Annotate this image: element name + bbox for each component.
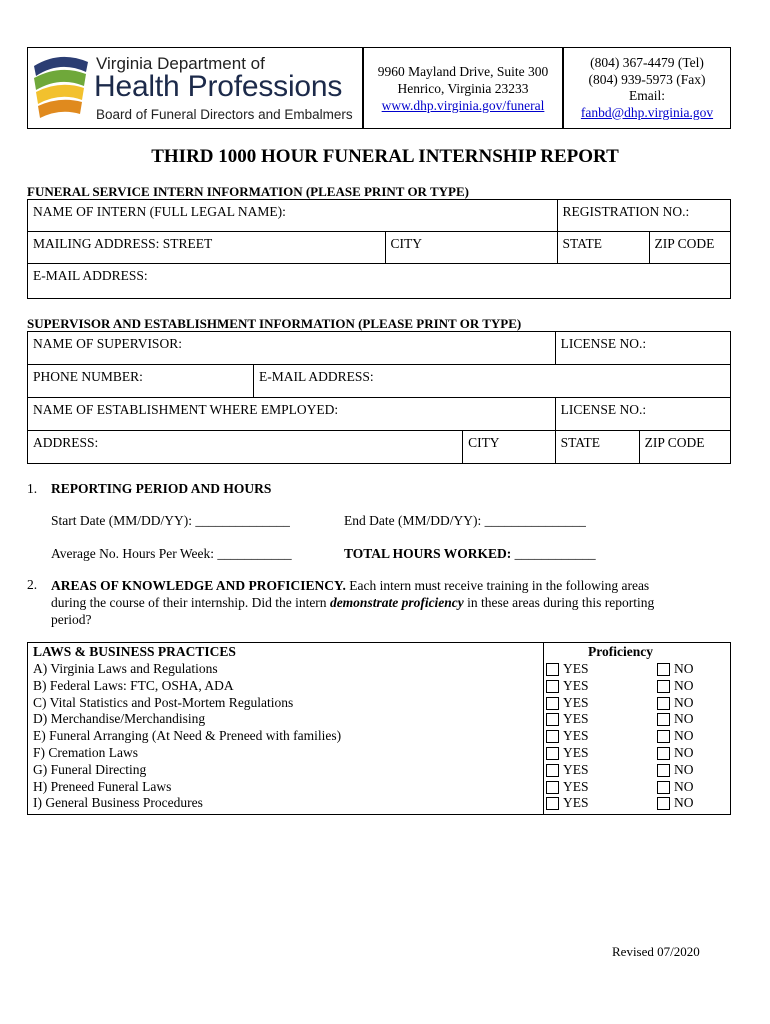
establishment-zip-label: ZIP CODE [644,435,705,450]
section2-paragraph [51,577,731,628]
proficiency-item-label: E) Funeral Arranging (At Need & Preneed with families) [33,728,342,744]
no-label: NO [674,661,694,676]
yes-label: YES [563,694,589,710]
section2-text-d: period? [51,612,92,627]
no-label: NO [674,778,694,794]
section2-text-b: during the course of their internship. Did the intern [51,595,327,610]
yes-checkbox[interactable] [546,797,559,810]
laws-practices-heading: LAWS & BUSINESS PRACTICES [33,644,236,659]
no-label: NO [674,728,694,744]
zip-label: ZIP CODE [654,236,715,251]
address-block [363,47,563,129]
registration-field[interactable] [557,200,730,232]
phone-number-field[interactable] [28,365,254,398]
supervisor-email-label: E-MAIL ADDRESS: [259,369,374,384]
no-label: NO [674,745,694,760]
supervisor-name-label: NAME OF SUPERVISOR: [33,336,182,351]
logo-text-agency: Health Professions [94,70,343,103]
proficiency-item-label: I) General Business Procedures [33,795,203,811]
establishment-license-label: LICENSE NO.: [560,402,647,417]
phone-number-label: PHONE NUMBER: [33,369,143,384]
no-checkbox[interactable] [657,747,670,760]
intern-email-field[interactable] [28,264,731,299]
proficiency-item-label: B) Federal Laws: FTC, OSHA, ADA [33,677,234,693]
no-checkbox[interactable] [657,663,670,676]
street-field[interactable] [28,232,386,264]
no-label: NO [674,711,694,727]
yes-label: YES [563,661,589,676]
section1-number: 1. [27,481,38,496]
page-title: THIRD 1000 HOUR FUNERAL INTERNSHIP REPORT [151,146,619,167]
start-date-field[interactable]: Start Date (MM/DD/YY): ______________ [51,513,290,528]
yes-label: YES [563,677,589,693]
establishment-name-field[interactable] [28,398,556,431]
end-date-field[interactable]: End Date (MM/DD/YY): _______________ [344,513,586,528]
yes-checkbox[interactable] [546,713,559,726]
no-label: NO [674,795,694,811]
email-link[interactable]: fanbd@dhp.virginia.gov [580,104,714,120]
no-checkbox[interactable] [657,697,670,710]
intern-section-heading: FUNERAL SERVICE INTERN INFORMATION (PLEASE PRINT OR TYPE) [27,184,469,199]
section2-text-c: in these areas during this reporting [467,595,655,610]
email-label: Email: [629,88,665,103]
no-label: NO [674,694,694,710]
section2-emphasis: demonstrate proficiency [329,595,464,610]
phone-fax: (804) 939-5973 (Fax) [588,71,706,87]
no-checkbox[interactable] [657,730,670,743]
intern-email-label: E-MAIL ADDRESS: [33,268,148,283]
section2-text-a: Each intern must receive training in the following areas [349,578,650,593]
state-field[interactable] [557,232,649,264]
logo-block [27,47,363,129]
no-checkbox[interactable] [657,764,670,777]
proficiency-item-label: G) Funeral Directing [33,761,147,777]
registration-label: REGISTRATION NO.: [562,204,690,219]
address-line-2: Henrico, Virginia 23233 [397,81,529,96]
establishment-state-label: STATE [560,435,601,450]
state-label: STATE [562,236,602,251]
total-hours-label: TOTAL HOURS WORKED: [344,546,512,561]
street-label: MAILING ADDRESS: STREET [33,236,213,251]
no-label: NO [674,761,694,777]
no-checkbox[interactable] [657,797,670,810]
yes-checkbox[interactable] [546,663,559,676]
no-checkbox[interactable] [657,713,670,726]
phone-tel: (804) 367-4479 (Tel) [590,55,704,70]
section2-number: 2. [27,577,38,592]
total-hours-field[interactable] [344,546,596,562]
city-label: CITY [390,236,423,251]
yes-checkbox[interactable] [546,680,559,693]
website-link[interactable]: www.dhp.virginia.gov/funeral [381,98,545,113]
yes-label: YES [563,795,589,811]
intern-name-field[interactable] [28,200,558,232]
revised-date: Revised 07/2020 [612,944,700,959]
supervisor-license-field[interactable] [555,332,730,365]
address-line-1: 9960 Mayland Drive, Suite 300 [377,64,549,79]
logo-text-board: Board of Funeral Directors and Embalmers [96,107,353,122]
proficiency-table [27,642,731,815]
avg-hours-field[interactable]: Average No. Hours Per Week: ___________ [51,546,292,561]
yes-label: YES [563,745,589,760]
proficiency-item-label: D) Merchandise/Merchandising [33,711,206,727]
yes-label: YES [563,761,589,777]
address-field[interactable] [28,431,463,464]
yes-checkbox[interactable] [546,781,559,794]
no-label: NO [674,677,694,693]
yes-checkbox[interactable] [546,697,559,710]
proficiency-item-label: F) Cremation Laws [33,745,138,760]
supervisor-email-field[interactable] [254,365,731,398]
address-label: ADDRESS: [33,435,99,450]
proficiency-item-label: C) Vital Statistics and Post-Mortem Regulations [33,694,294,710]
contact-block [563,47,731,129]
zip-field[interactable] [649,232,730,264]
establishment-city-label: CITY [468,435,500,450]
no-checkbox[interactable] [657,781,670,794]
section1-heading: REPORTING PERIOD AND HOURS [51,481,272,496]
supervisor-license-label: LICENSE NO.: [560,336,647,351]
establishment-license-field[interactable] [555,398,730,431]
no-checkbox[interactable] [657,680,670,693]
yes-checkbox[interactable] [546,747,559,760]
intern-info-table [27,199,731,299]
dhp-logo-icon [30,52,92,124]
yes-checkbox[interactable] [546,764,559,777]
yes-checkbox[interactable] [546,730,559,743]
section2-heading: AREAS OF KNOWLEDGE AND PROFICIENCY. [51,578,346,593]
establishment-state-field[interactable] [555,431,639,464]
establishment-zip-field[interactable] [639,431,730,464]
supervisor-section-heading: SUPERVISOR AND ESTABLISHMENT INFORMATION (PLEASE PRINT OR TYPE) [27,316,522,331]
proficiency-item-label: A) Virginia Laws and Regulations [33,661,218,676]
yes-label: YES [563,778,589,794]
establishment-name-label: NAME OF ESTABLISHMENT WHERE EMPLOYED: [33,402,339,417]
establishment-city-field[interactable] [463,431,556,464]
proficiency-item-label: H) Preneed Funeral Laws [33,778,172,794]
total-hours-blank: ____________ [514,546,596,561]
supervisor-name-field[interactable] [28,332,556,365]
intern-name-label: NAME OF INTERN (FULL LEGAL NAME): [33,204,286,219]
yes-label: YES [563,711,589,727]
proficiency-heading: Proficiency [588,644,653,659]
city-field[interactable] [385,232,557,264]
yes-label: YES [563,728,589,744]
supervisor-info-table [27,331,731,464]
logo-text-department: Virginia Department of [96,54,265,73]
